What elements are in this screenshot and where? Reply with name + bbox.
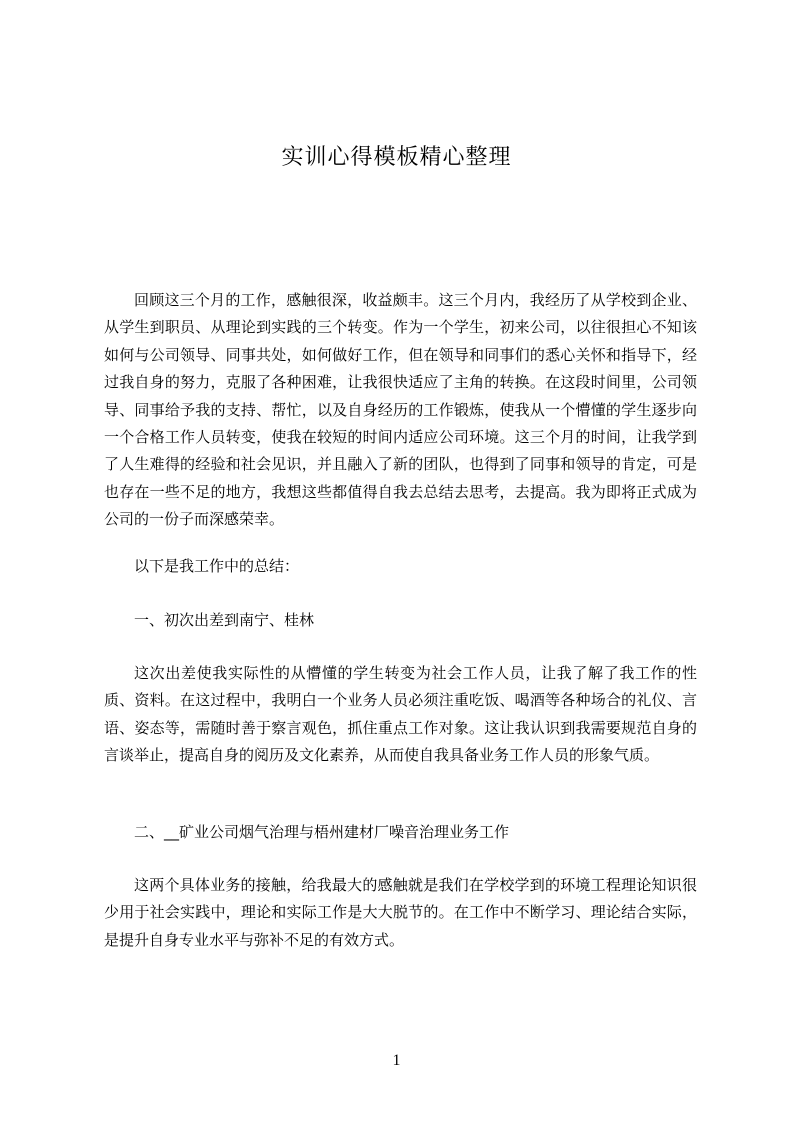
section-heading-2: 二、__矿业公司烟气治理与梧州建材厂噪音治理业务工作 <box>134 823 510 841</box>
intro-paragraph: 回顾这三个月的工作，感触很深，收益颇丰。这三个月内，我经历了从学校到企业、从学生到职员、从理论到实践的三个转变。作为一个学生，初来公司，以往很担心不知该如何与公司领导、同事共处，如何做好工作，但在领导和同事们的悉心关怀和指导下，经过我自身的努力，克服了各种困难，让我很快适应了主角的转换。在这段时间里，公司领导、同事给予我的支持、帮忙，以及自身经历的工作锻炼，使我从一个懵懂的学生逐步向一个合格工作人员转变，使我在较短的时间内适应公司环境。这三个月的时间，让我学到了人生难得的经验和社会见识，并且融入了新的团队，也得到了同事和领导的肯定，可是也存在一些不足的地方，我想这些都值得自我去总结去思考，去提高。我为即将正式成为公司的一份子而深感荣幸。 <box>104 291 697 529</box>
summary-intro-paragraph: 以下是我工作中的总结： <box>134 557 300 575</box>
section-1-paragraph: 这次出差使我实际性的从懵懂的学生转变为社会工作人员，让我了解了我工作的性质、资料。在这过程中，我明白一个业务人员必须注重吃饭、喝酒等各种场合的礼仪、言语、姿态等，需随时善于察言观色，抓住重点工作对象。这让我认识到我需要规范自身的言谈举止，提高自身的阅历及文化素养，从而使自我具备业务工作人员的形象气质。 <box>104 664 697 765</box>
section-heading-1: 一、初次出差到南宁、桂林 <box>134 611 315 629</box>
page-number: 1 <box>392 1052 401 1069</box>
page-title: 实训心得模板精心整理 <box>281 145 512 170</box>
section-2-paragraph: 这两个具体业务的接触，给我最大的感触就是我们在学校学到的环境工程理论知识很少用于社会实践中，理论和实际工作是大大脱节的。在工作中不断学习、理论结合实际，是提升自身专业水平与弥补不足的有效方式。 <box>104 876 697 949</box>
